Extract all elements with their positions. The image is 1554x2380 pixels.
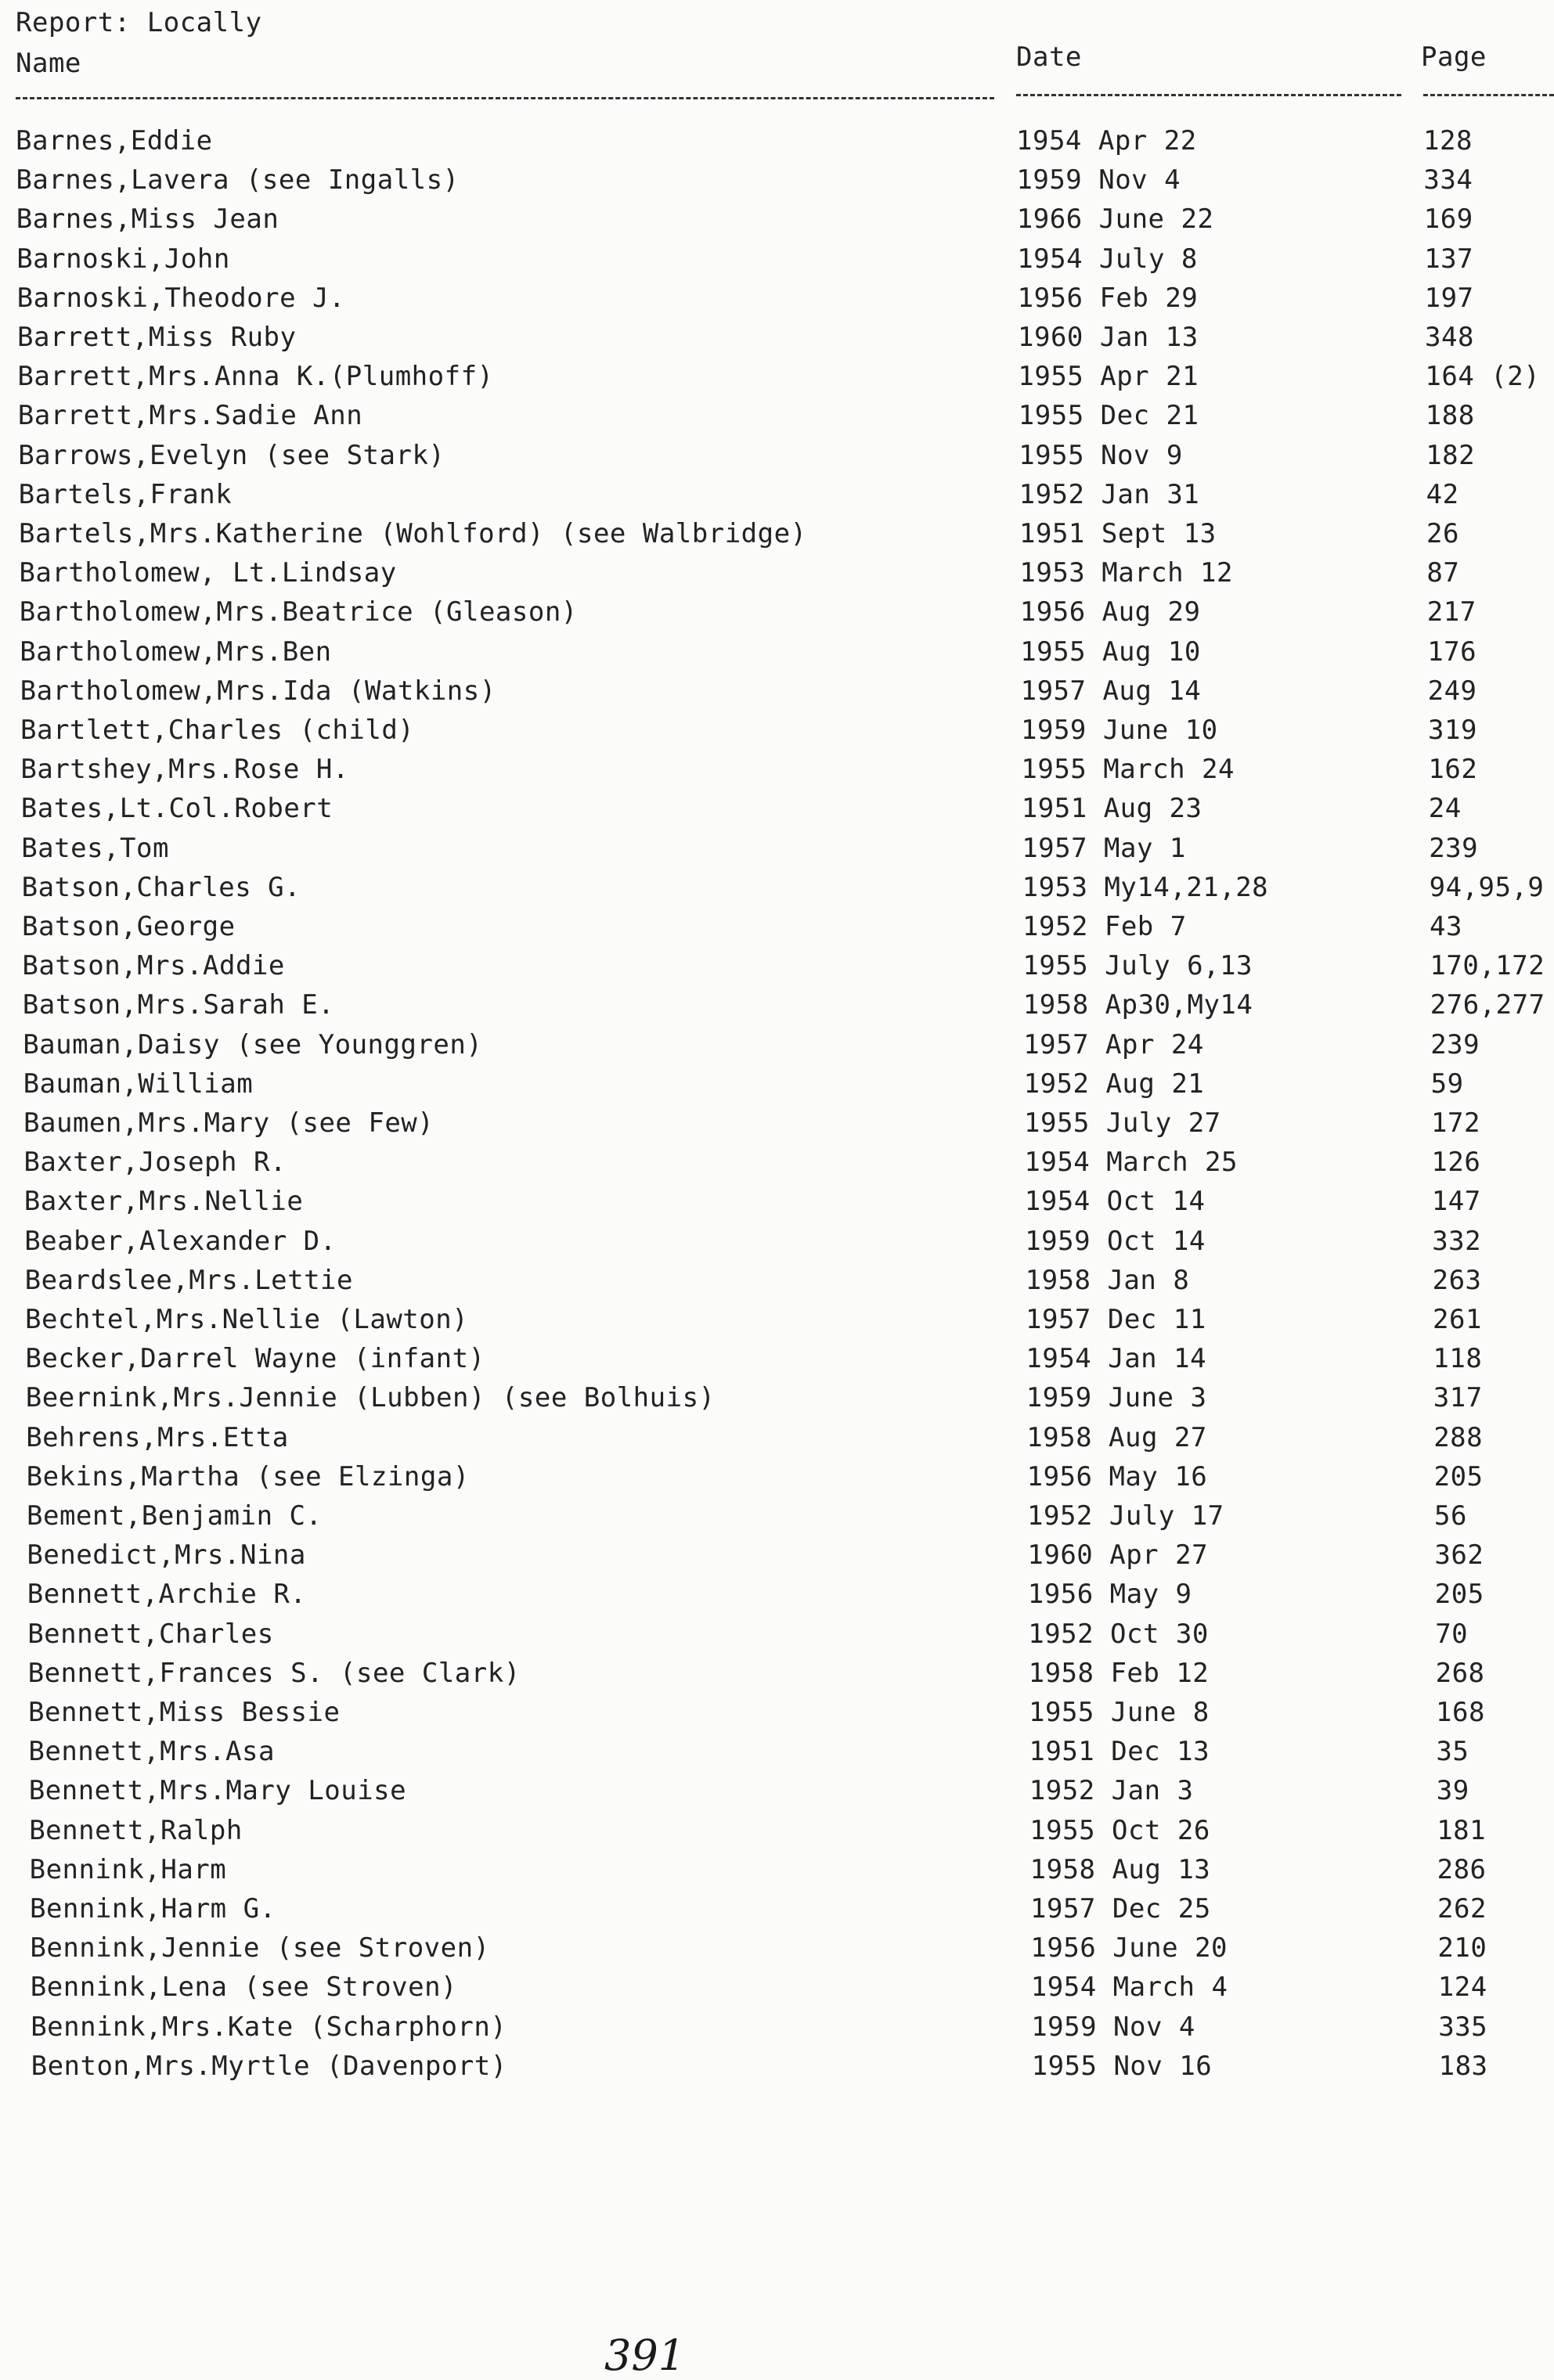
table-row xyxy=(0,872,1554,911)
entry-date: 1955 June 8 xyxy=(1029,1697,1210,1728)
entry-date: 1954 Apr 22 xyxy=(1016,125,1197,157)
entry-page: 317 xyxy=(1433,1382,1483,1414)
entry-date: 1954 July 8 xyxy=(1017,243,1198,275)
table-row xyxy=(0,989,1554,1028)
entry-date: 1958 Aug 27 xyxy=(1026,1421,1207,1453)
entry-name: Bates,Lt.Col.Robert xyxy=(20,793,334,825)
entry-page: 176 xyxy=(1427,636,1477,668)
column-header-name: Name xyxy=(16,48,81,79)
entry-page: 263 xyxy=(1432,1264,1482,1296)
header-rule-date xyxy=(1016,94,1401,96)
table-row xyxy=(0,636,1554,675)
entry-name: Bartholomew,Mrs.Beatrice (Gleason) xyxy=(19,596,578,628)
entry-page: 262 xyxy=(1437,1893,1487,1925)
entry-page: 42 xyxy=(1426,478,1459,510)
table-row xyxy=(0,596,1554,636)
entry-name: Barnes,Eddie xyxy=(16,125,213,157)
entry-page: 59 xyxy=(1430,1068,1464,1100)
entry-date: 1952 Feb 7 xyxy=(1022,911,1187,942)
entry-page: 137 xyxy=(1424,243,1474,275)
entry-page: 268 xyxy=(1435,1657,1485,1689)
table-row xyxy=(0,833,1554,872)
entry-page: 335 xyxy=(1438,2011,1488,2043)
entry-date: 1959 Nov 4 xyxy=(1031,2011,1195,2043)
table-row xyxy=(0,1265,1554,1304)
column-header-date: Date xyxy=(1016,41,1082,73)
entry-date: 1952 July 17 xyxy=(1027,1500,1224,1532)
entry-name: Bartholomew,Mrs.Ben xyxy=(20,636,332,668)
entry-name: Barnoski,Theodore J. xyxy=(16,282,345,314)
entry-page: 286 xyxy=(1437,1853,1487,1885)
table-row xyxy=(0,203,1554,243)
entry-date: 1955 Aug 10 xyxy=(1020,636,1201,668)
entry-name: Bauman,William xyxy=(23,1068,254,1100)
entry-page: 181 xyxy=(1437,1814,1487,1846)
entry-date: 1956 Feb 29 xyxy=(1017,282,1199,314)
entry-name: Barnoski,John xyxy=(16,243,230,275)
entry-date: 1956 Aug 29 xyxy=(1019,596,1201,628)
table-row xyxy=(0,1343,1554,1382)
entry-date: 1954 March 4 xyxy=(1030,1971,1228,2004)
entry-date: 1955 March 24 xyxy=(1021,754,1235,786)
entry-name: Bartholomew,Mrs.Ida (Watkins) xyxy=(20,675,496,707)
table-row xyxy=(0,322,1554,361)
entry-name: Bennett,Mrs.Asa xyxy=(28,1736,275,1768)
entry-date: 1953 March 12 xyxy=(1019,557,1233,589)
table-row xyxy=(0,1775,1554,1814)
entry-page: 147 xyxy=(1431,1186,1481,1218)
entry-date: 1956 May 16 xyxy=(1026,1460,1208,1492)
table-row xyxy=(0,1107,1554,1147)
entry-date: 1960 Apr 27 xyxy=(1027,1539,1209,1572)
entry-name: Bartlett,Charles (child) xyxy=(20,715,415,746)
table-row xyxy=(0,950,1554,989)
table-row xyxy=(0,1029,1554,1068)
entry-page: 39 xyxy=(1436,1775,1469,1807)
entry-page: 26 xyxy=(1426,518,1459,549)
table-row xyxy=(0,1697,1554,1736)
table-row xyxy=(0,2011,1554,2051)
entry-page: 183 xyxy=(1438,2050,1488,2082)
entry-date: 1952 Oct 30 xyxy=(1028,1618,1209,1650)
column-header-page: Page xyxy=(1421,41,1487,73)
table-row xyxy=(0,1579,1554,1618)
table-row xyxy=(0,1618,1554,1658)
entry-name: Bartholomew, Lt.Lindsay xyxy=(19,557,397,589)
entry-name: Beaber,Alexander D. xyxy=(24,1225,337,1257)
entry-date: 1951 Aug 23 xyxy=(1021,793,1202,825)
table-row xyxy=(0,243,1554,283)
table-row xyxy=(0,1539,1554,1579)
entry-name: Barnes,Miss Jean xyxy=(16,203,279,236)
entry-page: 182 xyxy=(1426,439,1476,471)
table-row xyxy=(0,1186,1554,1225)
header-rule-page xyxy=(1423,94,1554,96)
entry-page: 261 xyxy=(1433,1304,1482,1335)
entry-name: Barnes,Lavera (see Ingalls) xyxy=(16,164,460,196)
entry-date: 1955 Nov 9 xyxy=(1019,439,1183,471)
entry-date: 1959 Nov 4 xyxy=(1016,164,1181,196)
entry-name: Barrett,Miss Ruby xyxy=(17,322,297,353)
entry-name: Bennett,Ralph xyxy=(29,1814,243,1846)
handwritten-page-number: 391 xyxy=(604,2331,686,2380)
entry-name: Benton,Mrs.Myrtle (Davenport) xyxy=(31,2050,507,2082)
entry-date: 1957 May 1 xyxy=(1022,832,1186,864)
entry-page: 24 xyxy=(1428,793,1462,825)
entry-page: 332 xyxy=(1432,1225,1482,1257)
entry-date: 1955 Dec 21 xyxy=(1018,400,1199,432)
entry-page: 124 xyxy=(1437,1971,1487,2004)
table-row xyxy=(0,675,1554,715)
entry-date: 1956 June 20 xyxy=(1030,1932,1228,1964)
entry-name: Behrens,Mrs.Etta xyxy=(26,1421,289,1453)
table-row xyxy=(0,1500,1554,1539)
entry-page: 70 xyxy=(1435,1618,1469,1650)
entry-page: 172 xyxy=(1431,1107,1480,1139)
entry-name: Baxter,Joseph R. xyxy=(23,1147,287,1179)
entry-date: 1956 May 9 xyxy=(1027,1579,1192,1611)
entry-page: 217 xyxy=(1426,596,1476,628)
table-row xyxy=(0,1068,1554,1107)
entry-date: 1952 Jan 3 xyxy=(1029,1775,1194,1807)
entry-name: Barrows,Evelyn (see Stark) xyxy=(18,439,445,471)
entry-page: 56 xyxy=(1434,1500,1467,1532)
entry-page: 348 xyxy=(1425,322,1474,353)
entry-date: 1955 Oct 26 xyxy=(1029,1814,1210,1846)
entry-name: Bement,Benjamin C. xyxy=(27,1500,323,1532)
entry-date: 1957 Aug 14 xyxy=(1020,675,1202,707)
entry-date: 1953 My14,21,28 xyxy=(1022,871,1269,903)
entry-name: Bartshey,Mrs.Rose H. xyxy=(20,754,349,786)
entry-page: 205 xyxy=(1433,1460,1484,1492)
entry-name: Barrett,Mrs.Sadie Ann xyxy=(17,400,363,432)
entry-date: 1955 July 6,13 xyxy=(1022,950,1253,982)
table-row xyxy=(0,1971,1554,2011)
table-row xyxy=(0,557,1554,596)
entry-name: Becker,Darrel Wayne (infant) xyxy=(25,1343,485,1375)
table-row xyxy=(0,715,1554,754)
entry-date: 1959 Oct 14 xyxy=(1025,1225,1206,1257)
entry-name: Barrett,Mrs.Anna K.(Plumhoff) xyxy=(17,361,494,393)
header-rule-name xyxy=(16,97,994,99)
entry-page: 362 xyxy=(1434,1539,1484,1572)
entry-name: Bekins,Martha (see Elzinga) xyxy=(26,1460,470,1492)
entry-name: Beernink,Mrs.Jennie (Lubben) (see Bolhuis) xyxy=(25,1382,716,1414)
entry-date: 1952 Aug 21 xyxy=(1023,1068,1205,1100)
entry-date: 1957 Dec 25 xyxy=(1030,1893,1211,1925)
entry-page: 162 xyxy=(1428,754,1478,786)
entry-date: 1958 Feb 12 xyxy=(1028,1657,1210,1689)
entry-page: 288 xyxy=(1433,1421,1484,1453)
table-row xyxy=(0,1461,1554,1500)
entry-date: 1952 Jan 31 xyxy=(1019,478,1200,510)
entry-name: Bechtel,Mrs.Nellie (Lawton) xyxy=(25,1304,469,1335)
entry-page: 169 xyxy=(1423,203,1473,236)
table-row xyxy=(0,793,1554,832)
entry-name: Bennink,Lena (see Stroven) xyxy=(30,1971,458,2004)
entry-name: Bennett,Mrs.Mary Louise xyxy=(28,1775,407,1807)
table-row xyxy=(0,518,1554,557)
entry-date: 1957 Dec 11 xyxy=(1026,1304,1206,1335)
entry-date: 1955 Nov 16 xyxy=(1031,2050,1213,2082)
table-row xyxy=(0,754,1554,793)
table-row xyxy=(0,361,1554,400)
entry-page: 168 xyxy=(1436,1697,1485,1728)
table-row xyxy=(0,1304,1554,1343)
entry-name: Bennett,Charles xyxy=(27,1618,274,1650)
table-row xyxy=(0,1422,1554,1461)
entry-date: 1951 Sept 13 xyxy=(1019,518,1217,549)
entry-name: Bennink,Harm xyxy=(29,1853,227,1885)
entry-name: Bates,Tom xyxy=(21,832,169,864)
table-row xyxy=(0,1382,1554,1421)
table-row xyxy=(0,164,1554,203)
table-row xyxy=(0,1815,1554,1854)
table-row xyxy=(0,283,1554,322)
table-row xyxy=(0,1893,1554,1932)
entry-date: 1966 June 22 xyxy=(1016,203,1214,236)
entry-page: 188 xyxy=(1425,400,1475,432)
entry-page: 334 xyxy=(1423,164,1473,196)
entry-page: 197 xyxy=(1424,282,1474,314)
table-row xyxy=(0,1736,1554,1775)
entry-date: 1951 Dec 13 xyxy=(1029,1736,1210,1768)
entry-page: 118 xyxy=(1433,1343,1483,1375)
entry-date: 1958 Aug 13 xyxy=(1029,1853,1211,1885)
entry-date: 1958 Ap30,My14 xyxy=(1022,989,1253,1021)
entry-name: Bennett,Archie R. xyxy=(27,1579,307,1611)
entry-name: Batson,Charles G. xyxy=(21,871,301,903)
entry-name: Baumen,Mrs.Mary (see Few) xyxy=(23,1107,434,1139)
table-row xyxy=(0,125,1554,164)
entry-name: Batson,Mrs.Addie xyxy=(22,950,285,982)
entry-name: Bauman,Daisy (see Younggren) xyxy=(23,1028,483,1060)
entry-date: 1959 June 3 xyxy=(1026,1382,1207,1414)
entry-page: 164 (2) xyxy=(1425,361,1541,393)
entry-page: 276,277 xyxy=(1430,989,1545,1021)
entry-page: 35 xyxy=(1436,1736,1469,1768)
entry-name: Batson,Mrs.Sarah E. xyxy=(22,989,335,1021)
entry-date: 1959 June 10 xyxy=(1021,715,1218,746)
entry-date: 1958 Jan 8 xyxy=(1025,1264,1190,1296)
entry-page: 210 xyxy=(1437,1932,1487,1964)
entry-name: Baxter,Mrs.Nellie xyxy=(23,1186,304,1218)
entry-date: 1955 Apr 21 xyxy=(1018,361,1199,393)
entry-page: 239 xyxy=(1429,832,1479,864)
entry-name: Bennett,Frances S. (see Clark) xyxy=(27,1657,521,1689)
entry-date: 1954 Oct 14 xyxy=(1024,1186,1206,1218)
entry-page: 319 xyxy=(1428,715,1477,746)
entry-page: 126 xyxy=(1431,1147,1481,1179)
table-row xyxy=(0,911,1554,950)
entry-page: 249 xyxy=(1427,675,1477,707)
report-title: Report: Locally xyxy=(16,7,262,38)
entry-name: Bennett,Miss Bessie xyxy=(28,1697,341,1728)
table-row xyxy=(0,400,1554,439)
entry-date: 1954 Jan 14 xyxy=(1026,1343,1207,1375)
entry-name: Bennink,Jennie (see Stroven) xyxy=(30,1932,490,1964)
table-row xyxy=(0,1226,1554,1265)
entry-name: Bennink,Harm G. xyxy=(30,1893,276,1925)
entry-date: 1954 March 25 xyxy=(1024,1147,1238,1179)
entry-page: 87 xyxy=(1426,557,1460,589)
entry-name: Bennink,Mrs.Kate (Scharphorn) xyxy=(31,2011,507,2043)
table-row xyxy=(0,1932,1554,1971)
entry-name: Bartels,Frank xyxy=(18,478,233,510)
table-row xyxy=(0,1147,1554,1186)
entry-name: Bartels,Mrs.Katherine (Wohlford) (see Walbridge) xyxy=(19,518,807,549)
entry-name: Beardslee,Mrs.Lettie xyxy=(24,1264,353,1296)
entry-name: Batson,George xyxy=(22,911,236,942)
table-row xyxy=(0,1854,1554,1893)
entry-date: 1960 Jan 13 xyxy=(1018,322,1199,353)
entry-page: 205 xyxy=(1434,1579,1484,1611)
entry-name: Benedict,Mrs.Nina xyxy=(27,1539,306,1572)
entry-page: 170,172 xyxy=(1430,950,1545,982)
table-row xyxy=(0,2051,1554,2090)
entry-page: 128 xyxy=(1423,125,1473,157)
table-row xyxy=(0,479,1554,518)
table-row xyxy=(0,440,1554,479)
entry-page: 94,95,9 xyxy=(1429,871,1545,903)
entry-page: 43 xyxy=(1430,911,1462,942)
entry-date: 1957 Apr 24 xyxy=(1023,1028,1204,1060)
entry-date: 1955 July 27 xyxy=(1024,1107,1221,1139)
entry-page: 239 xyxy=(1430,1028,1480,1060)
table-row xyxy=(0,1658,1554,1697)
